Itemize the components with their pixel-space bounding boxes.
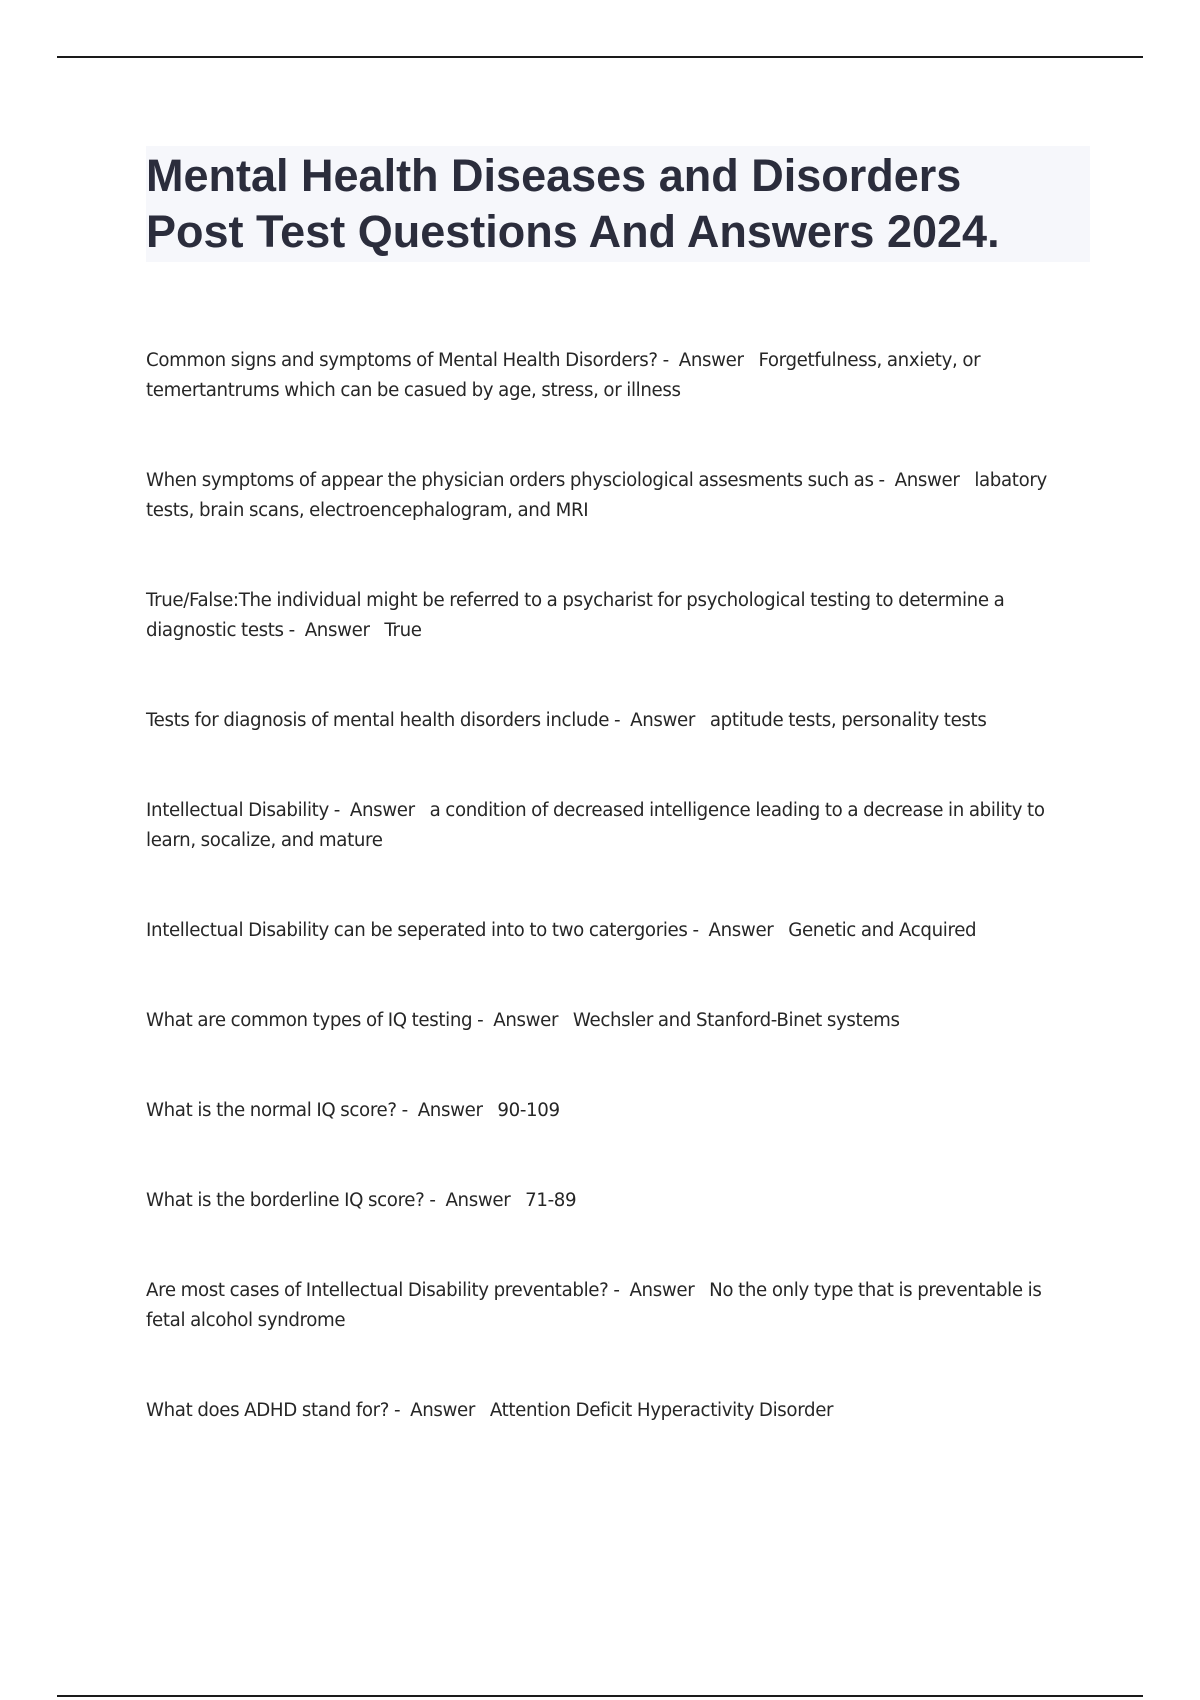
question-text: What is the borderline IQ score?: [146, 1190, 425, 1211]
answer-label: Answer: [417, 1100, 483, 1121]
question-text: Intellectual Disability can be seperated into to two catergories: [146, 920, 688, 941]
qa-item: What is the normal IQ score? - Answer 90-109: [146, 1100, 560, 1121]
question-answer-list: [146, 346, 1076, 1486]
question-text: When symptoms of appear the physician orders physciological assesments such as: [146, 470, 874, 491]
question-text: Intellectual Disability: [146, 800, 329, 821]
qa-item: True/False:The individual might be referred to a psycharist for psychological testing to determine a diagnostic tests - Answer True: [146, 590, 1005, 641]
answer-text: Wechsler and Stanford-Binet systems: [572, 1010, 900, 1031]
answer-text: a condition of decreased intelligence leading to a decrease in ability to learn, socalize, and mature: [146, 800, 1045, 851]
top-rule: [57, 56, 1143, 58]
answer-text: Genetic and Acquired: [788, 920, 977, 941]
document-title: [146, 146, 1090, 262]
question-text: Tests for diagnosis of mental health disorders include: [146, 710, 610, 731]
qa-item: What is the borderline IQ score? - Answer 71-89: [146, 1190, 577, 1211]
answer-text: aptitude tests, personality tests: [709, 710, 987, 731]
answer-label: Answer: [630, 710, 696, 731]
question-text: True/False:The individual might be referred to a psycharist for psychological testing to determine a diagnostic tests: [146, 590, 1005, 641]
answer-label: Answer: [629, 1280, 695, 1301]
answer-text: No the only type that is preventable is fetal alcohol syndrome: [146, 1280, 1042, 1331]
answer-label: Answer: [708, 920, 774, 941]
qa-item: When symptoms of appear the physician orders physciological assesments such as - Answer labatory tests, brain scans, electroencephalogram, and MRI: [146, 470, 1047, 521]
answer-label: Answer: [445, 1190, 511, 1211]
qa-item: What are common types of IQ testing - Answer Wechsler and Stanford-Binet systems: [146, 1010, 900, 1031]
question-text: Are most cases of Intellectual Disability preventable?: [146, 1280, 609, 1301]
bottom-rule: [57, 1695, 1143, 1697]
title-line-2: Post Test Questions And Answers 2024.: [146, 206, 1000, 257]
qa-item: Intellectual Disability - Answer a condition of decreased intelligence leading to a decrease in ability to learn, socalize, and mature: [146, 800, 1045, 851]
qa-item: What does ADHD stand for? - Answer Attention Deficit Hyperactivity Disorder: [146, 1400, 834, 1421]
question-text: Common signs and symptoms of Mental Health Disorders?: [146, 350, 658, 371]
qa-item: Tests for diagnosis of mental health disorders include - Answer aptitude tests, personality tests: [146, 710, 987, 731]
answer-label: Answer: [894, 470, 960, 491]
answer-text: True: [384, 620, 422, 641]
qa-item: Are most cases of Intellectual Disability preventable? - Answer No the only type that is preventable is fetal alcohol syndrome: [146, 1280, 1042, 1331]
question-text: What does ADHD stand for?: [146, 1400, 390, 1421]
answer-label: Answer: [410, 1400, 476, 1421]
question-text: What are common types of IQ testing: [146, 1010, 473, 1031]
title-line-1: Mental Health Diseases and Disorders: [146, 150, 962, 201]
answer-label: Answer: [678, 350, 744, 371]
answer-label: Answer: [349, 800, 415, 821]
answer-text: Attention Deficit Hyperactivity Disorder: [489, 1400, 834, 1421]
answer-text: 90-109: [497, 1100, 560, 1121]
answer-text: labatory tests, brain scans, electroencephalogram, and MRI: [146, 470, 1047, 521]
question-text: What is the normal IQ score?: [146, 1100, 397, 1121]
answer-label: Answer: [304, 620, 370, 641]
answer-text: 71-89: [525, 1190, 577, 1211]
answer-label: Answer: [493, 1010, 559, 1031]
answer-text: Forgetfulness, anxiety, or temertantrums which can be casued by age, stress, or illness: [146, 350, 981, 401]
qa-item: Common signs and symptoms of Mental Health Disorders? - Answer Forgetfulness, anxiety, or temertantrums which can be casued by age, stress, or illness: [146, 350, 981, 401]
qa-item: Intellectual Disability can be seperated into to two catergories - Answer Genetic and Acquired: [146, 920, 977, 941]
